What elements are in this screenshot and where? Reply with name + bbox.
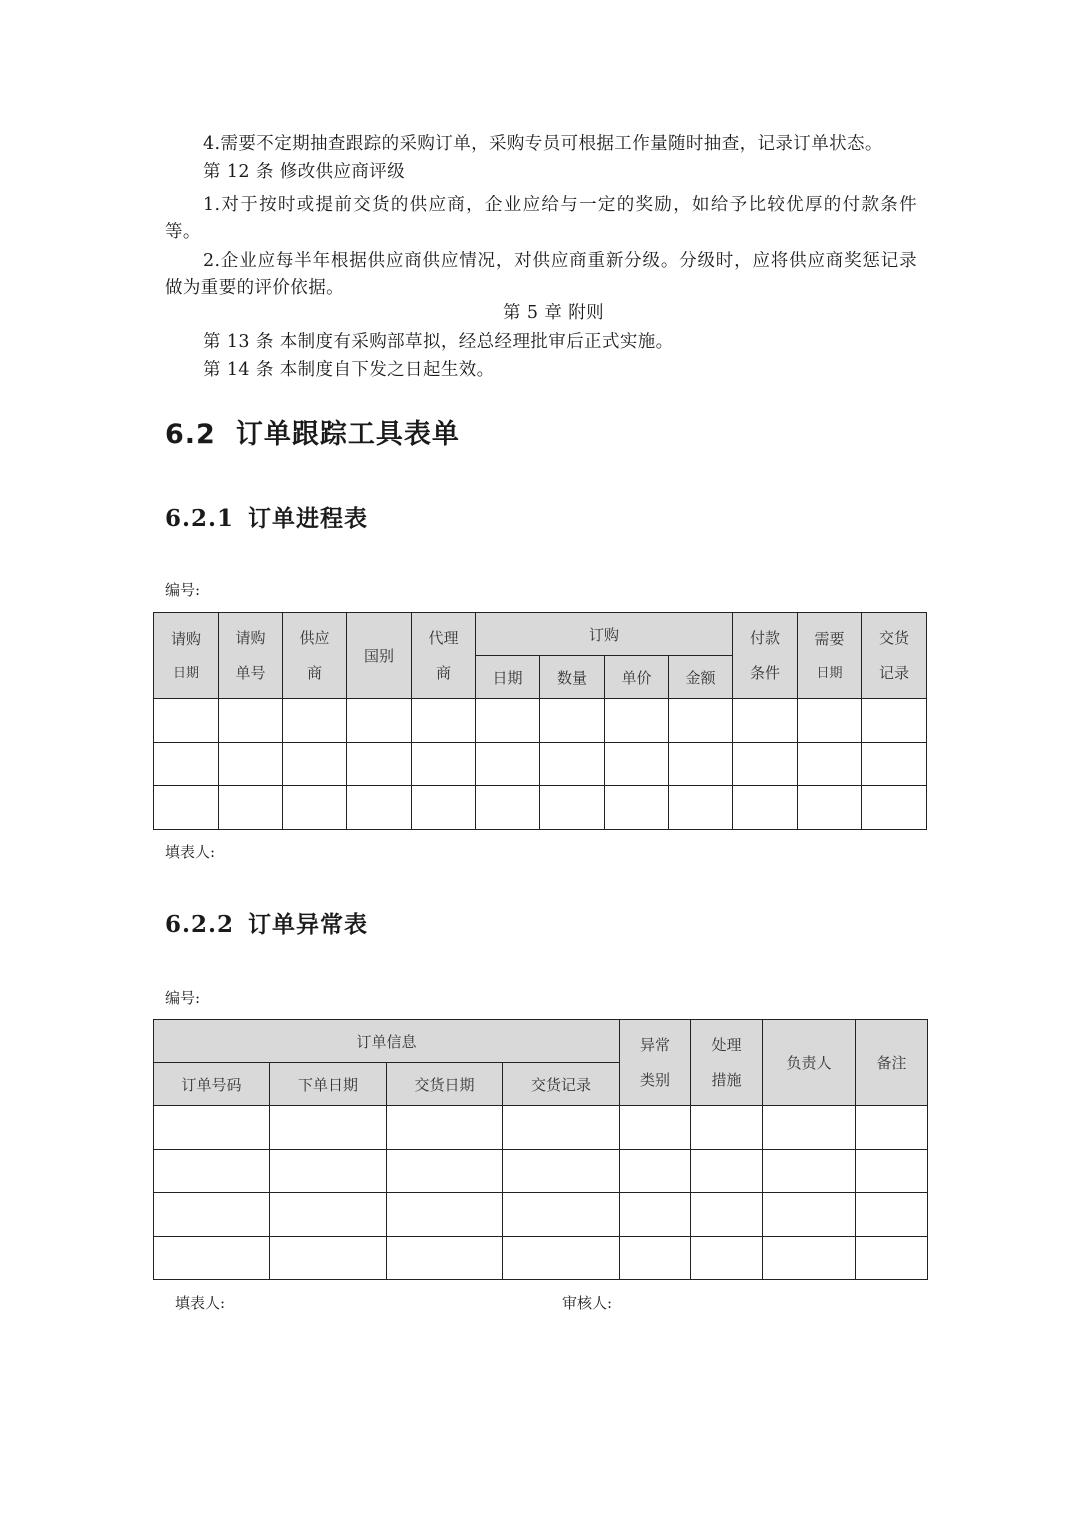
table-row <box>154 1237 928 1280</box>
table-cell[interactable] <box>503 1193 620 1237</box>
table-cell[interactable] <box>540 699 605 743</box>
header-order-number: 订单号码 <box>154 1063 270 1106</box>
table-cell[interactable] <box>347 699 412 743</box>
table-cell[interactable] <box>154 743 219 786</box>
table-cell[interactable] <box>476 699 540 743</box>
table-cell[interactable] <box>605 699 669 743</box>
header-country: 国别 <box>347 613 412 699</box>
section-title: 订单跟踪工具表单 <box>235 419 460 450</box>
table-cell[interactable] <box>862 786 927 830</box>
table-cell[interactable] <box>620 1106 691 1150</box>
table-cell[interactable] <box>476 786 540 830</box>
table-cell[interactable] <box>620 1193 691 1237</box>
table-cell[interactable] <box>856 1193 928 1237</box>
header-request-date: 请购 日期 <box>154 613 219 699</box>
article-13: 第 13 条 本制度有采购部草拟，经总经理批审后正式实施。 <box>203 332 674 352</box>
table-cell[interactable] <box>412 743 476 786</box>
table-cell[interactable] <box>605 786 669 830</box>
table-cell[interactable] <box>763 1106 856 1150</box>
table-cell[interactable] <box>856 1150 928 1193</box>
order-progress-table <box>153 612 927 830</box>
header-order-date: 日期 <box>476 656 540 699</box>
table-cell[interactable] <box>503 1150 620 1193</box>
table-cell[interactable] <box>219 699 283 743</box>
table-cell[interactable] <box>270 1106 387 1150</box>
table-cell[interactable] <box>283 699 347 743</box>
table-row <box>154 699 927 743</box>
order-exception-table <box>153 1019 928 1280</box>
header-amount: 金额 <box>669 656 733 699</box>
table-cell[interactable] <box>620 1237 691 1280</box>
subsection-heading-order-exception <box>165 906 368 939</box>
table-cell[interactable] <box>387 1193 503 1237</box>
table-row <box>154 1106 928 1150</box>
table-cell[interactable] <box>669 786 733 830</box>
table-cell[interactable] <box>605 743 669 786</box>
table-row <box>154 1150 928 1193</box>
table-cell[interactable] <box>154 1193 270 1237</box>
table-cell[interactable] <box>476 743 540 786</box>
reviewer-label: 审核人: <box>562 1294 613 1312</box>
table-cell[interactable] <box>798 743 862 786</box>
header-payment-terms: 付款 条件 <box>733 613 798 699</box>
subsection-title: 订单进程表 <box>248 505 369 532</box>
subsection-title: 订单异常表 <box>248 911 369 938</box>
header-delivery-record: 交货记录 <box>503 1063 620 1106</box>
table-cell[interactable] <box>283 786 347 830</box>
table-cell[interactable] <box>669 743 733 786</box>
table-cell[interactable] <box>154 1237 270 1280</box>
table-cell[interactable] <box>219 786 283 830</box>
header-delivery-record: 交货 记录 <box>862 613 927 699</box>
section-heading <box>165 412 460 451</box>
table-cell[interactable] <box>691 1193 763 1237</box>
table-cell[interactable] <box>733 699 798 743</box>
table-cell[interactable] <box>540 743 605 786</box>
table-cell[interactable] <box>669 699 733 743</box>
table-cell[interactable] <box>862 743 927 786</box>
table-cell[interactable] <box>691 1237 763 1280</box>
table-cell[interactable] <box>347 743 412 786</box>
table-row <box>154 1193 928 1237</box>
table-cell[interactable] <box>691 1106 763 1150</box>
table-cell[interactable] <box>387 1150 503 1193</box>
filler-label: 填表人: <box>165 843 216 861</box>
table-cell[interactable] <box>798 699 862 743</box>
table-cell[interactable] <box>387 1106 503 1150</box>
table-row <box>154 786 927 830</box>
chapter-5-heading: 第 5 章 附则 <box>503 303 605 323</box>
table-cell[interactable] <box>733 743 798 786</box>
paragraph-item-4: 4.需要不定期抽查跟踪的采购订单，采购专员可根据工作量随时抽查，记录订单状态。 <box>203 134 883 154</box>
table-cell[interactable] <box>347 786 412 830</box>
header-remark: 备注 <box>856 1020 928 1106</box>
table-cell[interactable] <box>503 1237 620 1280</box>
table-cell[interactable] <box>503 1106 620 1150</box>
header-unit-price: 单价 <box>605 656 669 699</box>
table-cell[interactable] <box>412 699 476 743</box>
header-supplier: 供应 商 <box>283 613 347 699</box>
table-cell[interactable] <box>154 1150 270 1193</box>
table-cell[interactable] <box>283 743 347 786</box>
table-cell[interactable] <box>763 1193 856 1237</box>
subsection-number: 6.2.2 <box>165 911 235 938</box>
article-14: 第 14 条 本制度自下发之日起生效。 <box>203 360 495 380</box>
header-need-date: 需要 日期 <box>798 613 862 699</box>
table-cell[interactable] <box>154 786 219 830</box>
header-delivery-date: 交货日期 <box>387 1063 503 1106</box>
table-cell[interactable] <box>154 699 219 743</box>
paragraph-item-1: 1.对于按时或提前交货的供应商，企业应给与一定的奖励，如给予比较优厚的付款条件等。 <box>165 195 917 242</box>
header-order-date: 下单日期 <box>270 1063 387 1106</box>
table-cell[interactable] <box>763 1150 856 1193</box>
table-cell[interactable] <box>733 786 798 830</box>
subsection-number: 6.2.1 <box>165 505 235 532</box>
serial-number-label: 编号: <box>165 989 201 1007</box>
table-cell[interactable] <box>270 1150 387 1193</box>
serial-number-label: 编号: <box>165 581 201 599</box>
table-cell[interactable] <box>856 1106 928 1150</box>
header-request-number: 请购 单号 <box>219 613 283 699</box>
table-cell[interactable] <box>540 786 605 830</box>
header-owner: 负责人 <box>763 1020 856 1106</box>
paragraph-item-2: 2.企业应每半年根据供应商供应情况，对供应商重新分级。分级时，应将供应商奖惩记录做为重要的评价依据。 <box>165 251 917 298</box>
article-12-heading: 第 12 条 修改供应商评级 <box>203 162 406 182</box>
header-order-info-group: 订单信息 <box>154 1020 620 1063</box>
table-cell[interactable] <box>691 1150 763 1193</box>
header-abnormal-type: 异常 类别 <box>620 1020 691 1106</box>
header-agent: 代理 商 <box>412 613 476 699</box>
table-cell[interactable] <box>620 1150 691 1193</box>
table-cell[interactable] <box>798 786 862 830</box>
filler-label: 填表人: <box>175 1294 226 1312</box>
table-cell[interactable] <box>387 1237 503 1280</box>
header-quantity: 数量 <box>540 656 605 699</box>
table-row <box>154 743 927 786</box>
table-cell[interactable] <box>154 1106 270 1150</box>
section-number: 6.2 <box>165 419 216 450</box>
table-cell[interactable] <box>270 1237 387 1280</box>
table-cell[interactable] <box>862 699 927 743</box>
table-cell[interactable] <box>219 743 283 786</box>
header-handling-measure: 处理 措施 <box>691 1020 763 1106</box>
table-cell[interactable] <box>412 786 476 830</box>
header-order-group: 订购 <box>476 613 733 656</box>
table-cell[interactable] <box>763 1237 856 1280</box>
table-cell[interactable] <box>270 1193 387 1237</box>
table-cell[interactable] <box>856 1237 928 1280</box>
subsection-heading-order-progress <box>165 500 368 533</box>
